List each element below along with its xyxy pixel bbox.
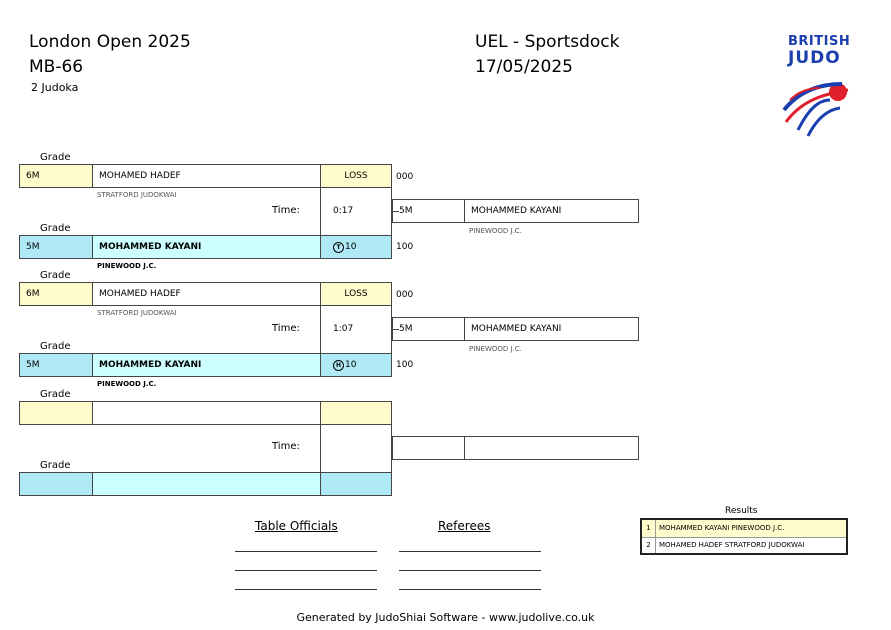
winner-grade: 5M <box>392 317 465 341</box>
result-rank: 2 <box>642 538 656 553</box>
white-name: MOHAMED HADEF <box>92 164 321 188</box>
white-score: 000 <box>396 172 414 182</box>
logo-line2: JUDO <box>788 48 841 68</box>
match-time: 1:07 <box>333 324 354 334</box>
blue-result-empty <box>320 472 392 496</box>
result-text: MOHAMED HADEF STRATFORD JUDOKWAI <box>659 541 805 549</box>
venue: UEL - Sportsdock <box>475 32 620 52</box>
judoka-count: 2 Judoka <box>31 81 79 94</box>
signature-line <box>399 551 541 552</box>
footer-credit: Generated by JudoShiai Software - www.judolive.co.uk <box>296 611 595 624</box>
british-judo-logo <box>778 32 858 142</box>
signature-line <box>399 570 541 571</box>
winner-name-empty <box>464 436 639 460</box>
table-officials-heading: Table Officials <box>255 519 338 533</box>
match-time: 0:17 <box>333 206 354 216</box>
winner-name: MOHAMMED KAYANI <box>464 317 639 341</box>
blue-grade: 5M <box>19 235 93 259</box>
white-result: LOSS <box>320 164 392 188</box>
blue-name: MOHAMMED KAYANI <box>92 353 321 377</box>
blue-result-value: 10 <box>345 242 357 252</box>
ippon-icon: T <box>333 242 344 253</box>
blue-score: 100 <box>396 360 414 370</box>
time-label: Time: <box>272 441 300 452</box>
blue-name: MOHAMMED KAYANI <box>92 235 321 259</box>
winner-name: MOHAMMED KAYANI <box>464 199 639 223</box>
winner-grade-empty <box>392 436 465 460</box>
blue-grade-empty <box>19 472 93 496</box>
white-grade-empty <box>19 401 93 425</box>
blue-result <box>320 353 392 377</box>
signature-line <box>235 589 377 590</box>
white-club: STRATFORD JUDOKWAI <box>97 309 177 317</box>
result-rank: 1 <box>642 520 656 537</box>
results-table <box>640 518 848 555</box>
results-row-1 <box>642 520 846 538</box>
time-label: Time: <box>272 205 300 216</box>
signature-line <box>235 570 377 571</box>
blue-result <box>320 235 392 259</box>
grade-label: Grade <box>40 389 71 400</box>
blue-name-empty <box>92 472 321 496</box>
white-grade: 6M <box>19 164 93 188</box>
result-text: MOHAMMED KAYANI PINEWOOD J.C. <box>659 524 785 532</box>
grade-label: Grade <box>40 460 71 471</box>
blue-grade: 5M <box>19 353 93 377</box>
grade-label: Grade <box>40 223 71 234</box>
signature-line <box>399 589 541 590</box>
referees-heading: Referees <box>438 519 491 533</box>
results-heading: Results <box>725 506 758 516</box>
date: 17/05/2025 <box>475 57 573 77</box>
white-club: STRATFORD JUDOKWAI <box>97 191 177 199</box>
winner-grade: 5M <box>392 199 465 223</box>
judo-figures-icon <box>778 70 858 140</box>
winner-club: PINEWOOD J.C. <box>469 227 522 235</box>
white-name-empty <box>92 401 321 425</box>
grade-label: Grade <box>40 152 71 163</box>
blue-club: PINEWOOD J.C. <box>97 262 157 270</box>
blue-score: 100 <box>396 242 414 252</box>
blue-club: PINEWOOD J.C. <box>97 380 157 388</box>
grade-label: Grade <box>40 341 71 352</box>
ippon-icon: H <box>333 360 344 371</box>
tournament-title: London Open 2025 <box>29 32 191 52</box>
signature-line <box>235 551 377 552</box>
winner-club: PINEWOOD J.C. <box>469 345 522 353</box>
time-label: Time: <box>272 323 300 334</box>
white-result-empty <box>320 401 392 425</box>
category-title: MB-66 <box>29 57 84 77</box>
white-name: MOHAMED HADEF <box>92 282 321 306</box>
white-result: LOSS <box>320 282 392 306</box>
white-score: 000 <box>396 290 414 300</box>
white-grade: 6M <box>19 282 93 306</box>
logo-line1: BRITISH <box>788 34 851 49</box>
results-row-2 <box>642 538 846 553</box>
grade-label: Grade <box>40 270 71 281</box>
blue-result-value: 10 <box>345 360 357 370</box>
